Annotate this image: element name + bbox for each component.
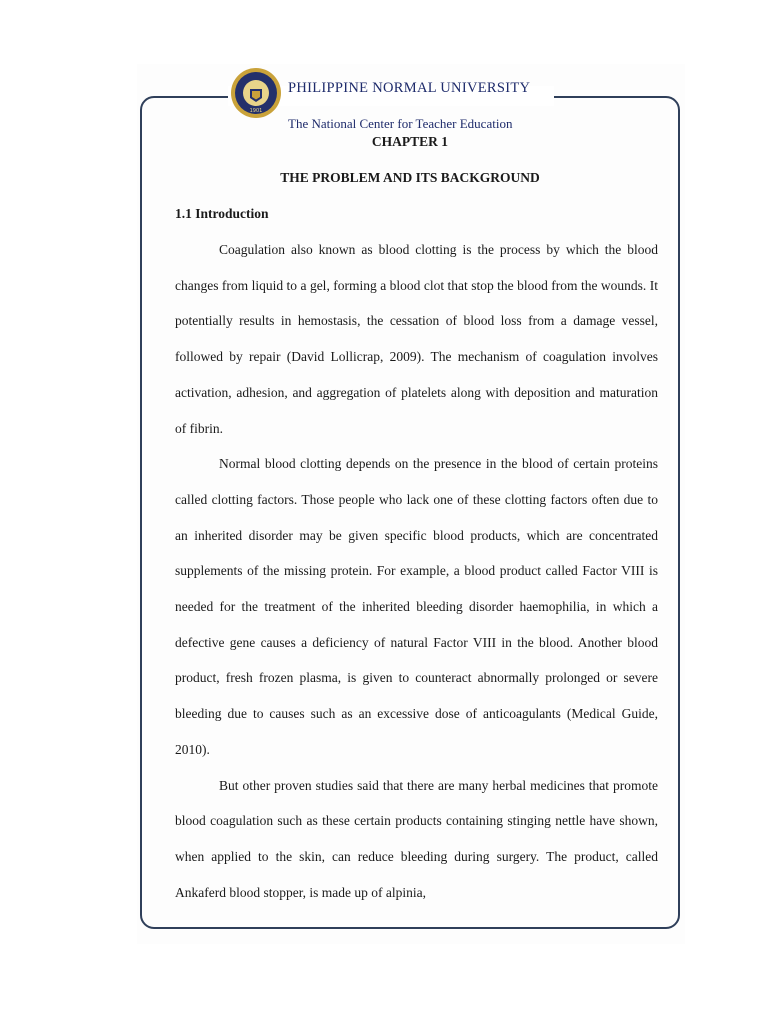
seal-year: 1901 [249, 108, 263, 114]
university-seal-logo [230, 67, 282, 119]
paragraph-2: Normal blood clotting depends on the presence in the blood of certain proteins called clotting factors. Those people who lack one of these clotting factors often due to an inherited disorder may be given specific blood products, which are concentrated supplements of the missing protein. For example, a blood product called Factor VIII is needed for the treatment of the inherited bleeding disorder haemophilia, in which a defective gene causes a deficiency of natural Factor VIII in the blood. Another blood product, fresh frozen plasma, is given to counteract abnormally prolonged or severe bleeding due to causes such as an excessive dose of anticoagulants (Medical Guide, 2010). [175, 456, 658, 757]
paragraph-1: Coagulation also known as blood clotting is the process by which the blood changes from liquid to a gel, forming a blood clot that stop the blood from the wounds. It potentially results in hemostasis, the cessation of blood loss from a damage vessel, followed by repair (David Lollicrap, 2009). The mechanism of coagulation involves activation, adhesion, and aggregation of platelets along with deposition and maturation of fibrin. [175, 242, 658, 436]
chapter-label: CHAPTER 1 [371, 134, 449, 149]
chapter-title: THE PROBLEM AND ITS BACKGROUND [280, 170, 540, 185]
university-name: PHILIPPINE NORMAL UNIVERSITY [288, 80, 531, 96]
university-tagline: The National Center for Teacher Education [288, 116, 513, 131]
paragraph-3: But other proven studies said that there are many herbal medicines that promote blood coagulation such as these certain products containing stinging nettle have shown, when applied to the skin, can reduce bleeding during surgery. The product, called Ankaferd blood stopper, is made up of alpinia, [175, 777, 658, 900]
body-text [175, 232, 658, 910]
section-heading: 1.1 Introduction [175, 206, 269, 221]
